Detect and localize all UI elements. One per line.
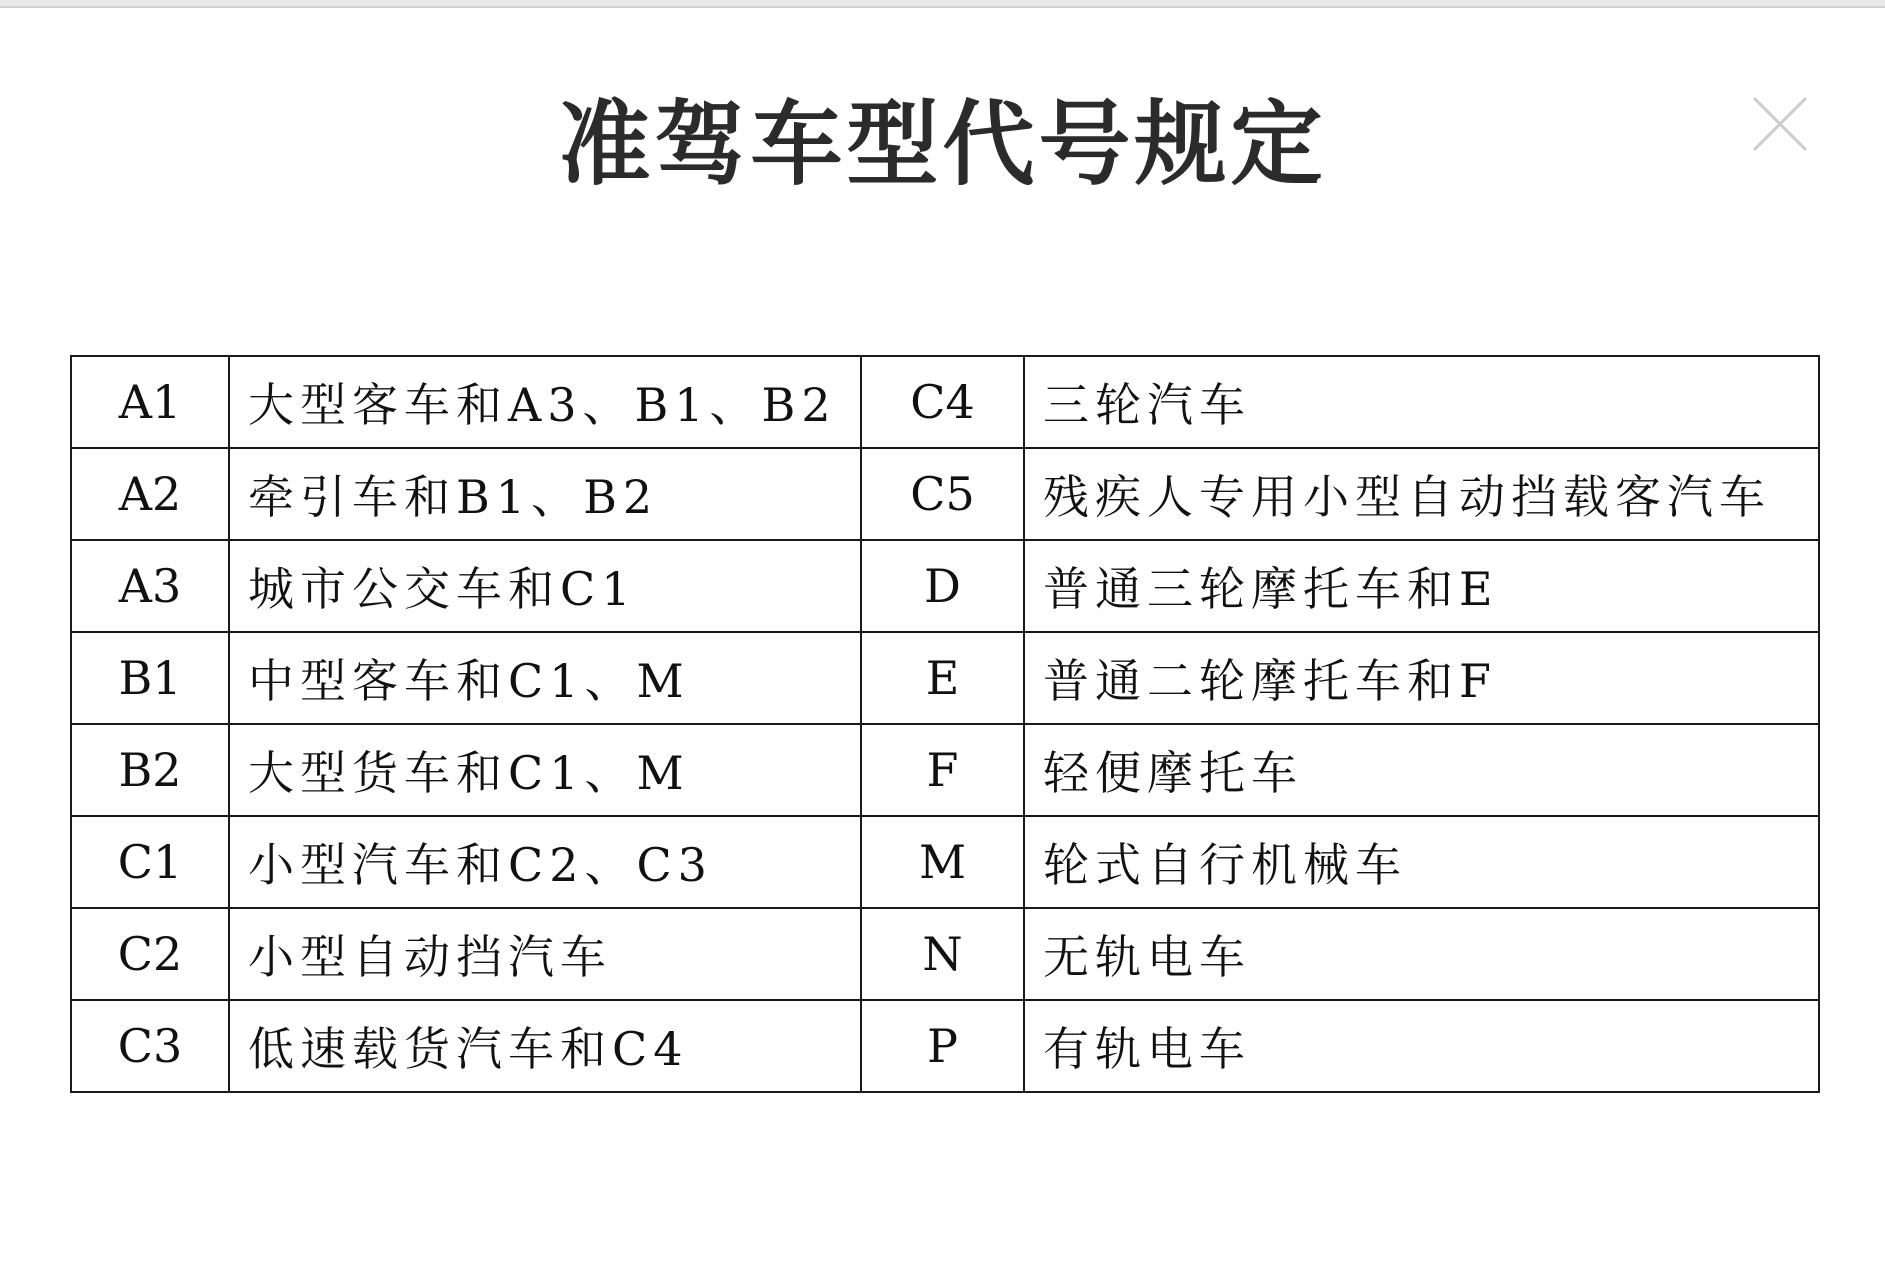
table-row (71, 908, 1819, 1000)
left-code-cell: C3 (71, 1000, 229, 1092)
left-desc-cell: 小型自动挡汽车 (229, 908, 861, 1000)
table-row (71, 816, 1819, 908)
left-code-cell: C1 (71, 816, 229, 908)
close-button[interactable] (1748, 92, 1812, 156)
right-code-cell: N (861, 908, 1024, 1000)
left-code-cell: B2 (71, 724, 229, 816)
license-code-table (70, 355, 1820, 1093)
table-row (71, 1000, 1819, 1092)
right-desc-cell: 普通二轮摩托车和F (1024, 632, 1819, 724)
right-code-cell: E (861, 632, 1024, 724)
page-title: 准驾车型代号规定 (558, 91, 1327, 198)
left-desc-cell: 小型汽车和C2、C3 (229, 816, 861, 908)
left-code-cell: A2 (71, 448, 229, 540)
left-desc-cell: 城市公交车和C1 (229, 540, 861, 632)
top-edge (0, 0, 1885, 8)
right-desc-cell: 残疾人专用小型自动挡载客汽车 (1024, 448, 1819, 540)
table-row (71, 356, 1819, 448)
left-desc-cell: 低速载货汽车和C4 (229, 1000, 861, 1092)
right-desc-cell: 轮式自行机械车 (1024, 816, 1819, 908)
right-code-cell: M (861, 816, 1024, 908)
right-desc-cell: 有轨电车 (1024, 1000, 1819, 1092)
right-code-cell: P (861, 1000, 1024, 1092)
close-icon (1748, 92, 1812, 156)
left-desc-cell: 牵引车和B1、B2 (229, 448, 861, 540)
table-body (71, 356, 1819, 1092)
left-desc-cell: 大型货车和C1、M (229, 724, 861, 816)
table-row (71, 540, 1819, 632)
left-desc-cell: 大型客车和A3、B1、B2 (229, 356, 861, 448)
table-row (71, 632, 1819, 724)
right-desc-cell: 无轨电车 (1024, 908, 1819, 1000)
table-row (71, 724, 1819, 816)
left-desc-cell: 中型客车和C1、M (229, 632, 861, 724)
right-desc-cell: 普通三轮摩托车和E (1024, 540, 1819, 632)
right-desc-cell: 轻便摩托车 (1024, 724, 1819, 816)
right-code-cell: C5 (861, 448, 1024, 540)
right-desc-cell: 三轮汽车 (1024, 356, 1819, 448)
left-code-cell: A3 (71, 540, 229, 632)
right-code-cell: F (861, 724, 1024, 816)
right-code-cell: D (861, 540, 1024, 632)
left-code-cell: B1 (71, 632, 229, 724)
left-code-cell: C2 (71, 908, 229, 1000)
right-code-cell: C4 (861, 356, 1024, 448)
left-code-cell: A1 (71, 356, 229, 448)
table-row (71, 448, 1819, 540)
